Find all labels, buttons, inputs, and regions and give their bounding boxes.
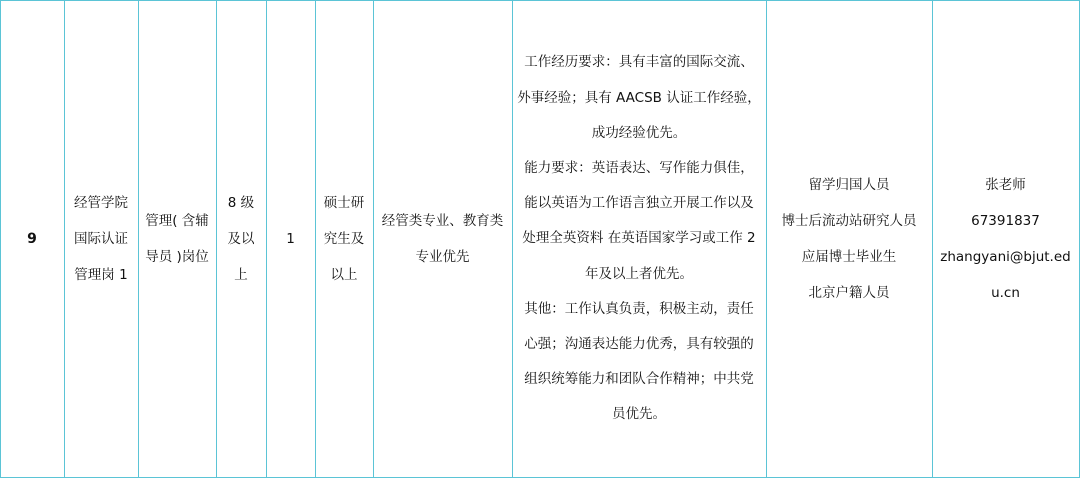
- major-line: 专业优先: [415, 249, 470, 265]
- requirement-line: 处理全英资料 在英语国家学习或工作 2: [522, 230, 756, 247]
- contact-phone: 67391837: [971, 213, 1040, 229]
- row-number-cell: [0, 0, 64, 478]
- source-cell: [766, 0, 932, 478]
- source-line: 留学归国人员: [808, 177, 890, 193]
- requirement-line: 组织统筹能力和团队合作精神；中共党: [524, 371, 754, 388]
- category-cell: [138, 0, 216, 478]
- level-cell: [216, 0, 266, 478]
- unit-line: 经管学院: [74, 195, 128, 211]
- source-line: 北京户籍人员: [808, 285, 890, 301]
- contact-email: zhangyani@bjut.ed: [940, 249, 1071, 265]
- headcount: 1: [286, 231, 295, 247]
- level-line: 上: [234, 267, 248, 283]
- contact-name: 张老师: [985, 177, 1026, 193]
- category-line: 管理( 含辅: [145, 213, 209, 229]
- requirement-line: 能力要求：英语表达、写作能力俱佳，: [524, 159, 754, 176]
- level-line: 8 级: [227, 195, 255, 211]
- education-line: 以上: [330, 267, 358, 283]
- requirement-line: 外事经验；具有 AACSB 认证工作经验，: [517, 89, 761, 106]
- requirement-line: 其他：工作认真负责，积极主动，责任: [524, 300, 754, 317]
- unit-line: 国际认证: [74, 231, 128, 247]
- unit-line: 管理岗 1: [74, 267, 128, 283]
- count-cell: [266, 0, 315, 478]
- source-line: 博士后流动站研究人员: [781, 213, 917, 229]
- row-number: 9: [27, 231, 37, 247]
- requirement-line: 成功经验优先。: [591, 124, 687, 141]
- requirements-cell: [512, 0, 766, 478]
- requirement-line: 工作经历要求：具有丰富的国际交流、: [524, 54, 754, 71]
- major-cell: [373, 0, 512, 478]
- unit-cell: [64, 0, 138, 478]
- contact-cell: [932, 0, 1079, 478]
- requirement-line: 心强；沟通表达能力优秀，具有较强的: [524, 336, 754, 352]
- major-line: 经管类专业、教育类: [381, 213, 504, 229]
- education-line: 究生及: [323, 231, 365, 247]
- source-line: 应届博士毕业生: [801, 249, 897, 265]
- education-cell: [315, 0, 373, 478]
- level-line: 及以: [227, 231, 255, 247]
- category-line: 导员 )岗位: [145, 249, 209, 265]
- requirement-line: 员优先。: [611, 406, 666, 423]
- requirement-line: 年及以上者优先。: [584, 265, 693, 282]
- contact-email: u.cn: [991, 285, 1020, 301]
- requirement-line: 能以英语为工作语言独立开展工作以及: [524, 195, 754, 212]
- education-line: 硕士研: [323, 195, 365, 211]
